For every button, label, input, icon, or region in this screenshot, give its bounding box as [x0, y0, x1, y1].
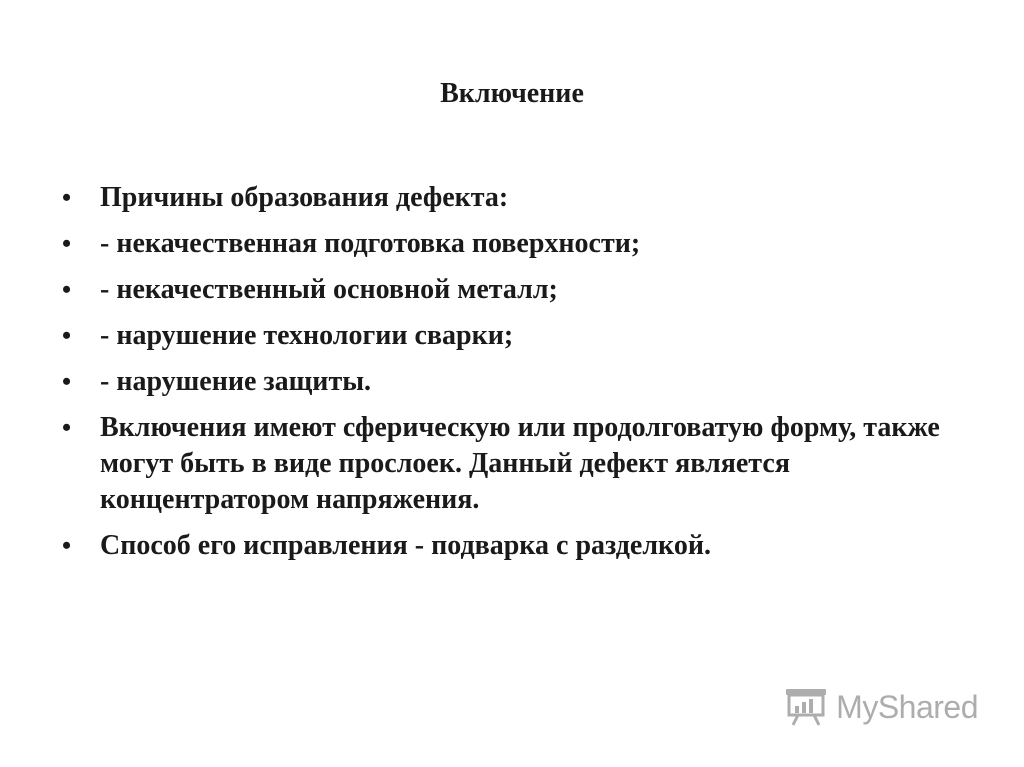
bullet-text: Включения имеют сферическую или продолговатую форму, также могут быть в виде прослоек. Данный дефект является концентратором напряжения.	[100, 412, 940, 515]
bullet-text: Способ его исправления - подварка с разделкой.	[100, 530, 711, 561]
bullet-marker: •	[62, 531, 72, 560]
slide-title: Включение	[440, 78, 584, 109]
bullet-text: - некачественный основной металл;	[100, 274, 558, 305]
bullet-marker: •	[62, 413, 72, 442]
list-item	[62, 226, 942, 262]
list-item	[62, 180, 942, 216]
bullet-marker: •	[62, 183, 72, 212]
bullet-text: - некачественная подготовка поверхности;	[100, 228, 641, 259]
watermark-text: MyShared	[836, 688, 978, 725]
bullet-marker: •	[62, 275, 72, 304]
bullet-marker: •	[62, 229, 72, 258]
list-item	[62, 410, 942, 518]
bullet-text: - нарушение технологии сварки;	[100, 320, 514, 351]
list-item	[62, 318, 942, 354]
bullet-marker: •	[62, 321, 72, 350]
bullet-list	[62, 180, 942, 574]
bullet-marker: •	[62, 367, 72, 396]
list-item	[62, 528, 942, 564]
watermark	[784, 687, 978, 727]
bullet-text: - нарушение защиты.	[100, 366, 372, 397]
bullet-text: Причины образования дефекта:	[100, 182, 509, 213]
list-item	[62, 272, 942, 308]
list-item	[62, 364, 942, 400]
presentation-board-icon	[784, 687, 828, 727]
